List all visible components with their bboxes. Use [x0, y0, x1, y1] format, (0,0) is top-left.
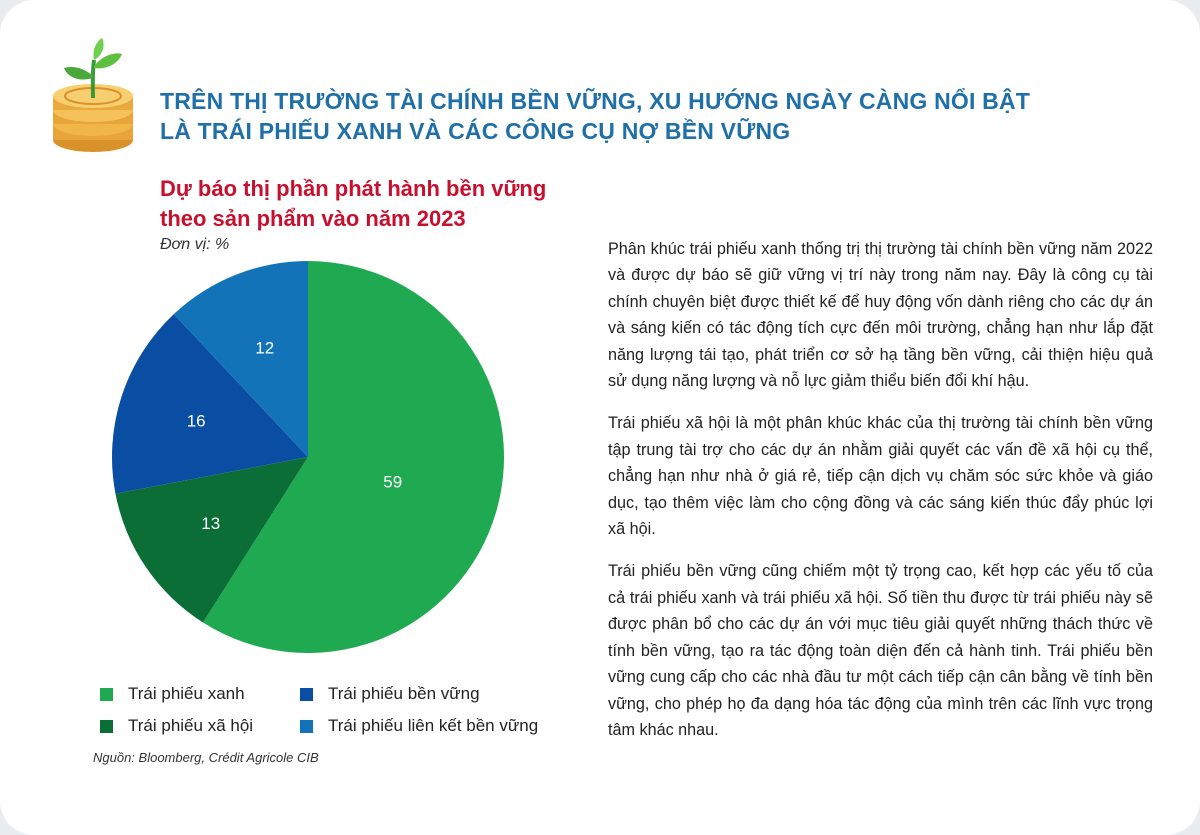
article-paragraph-3: Trái phiếu bền vững cũng chiếm một tỷ trọng cao, kết hợp các yếu tố của cả trái phiếu xanh và trái phiếu xã hội. Số tiền thu được từ trái phiếu này sẽ được phân bổ cho các dự án với mục tiêu giải quyết những thách thức về tính bền vững, tạo ra tác động toàn diện đến cả hành tinh. Trái phiếu bền vững cung cấp cho các nhà đầu tư một cách tiếp cận cân bằng về tính bền vững, cho phép họ đa dạng hóa tác động của mình trên các lĩnh vực trọng tâm khác nhau. [608, 562, 1153, 739]
pie-chart [80, 250, 540, 670]
legend-label: Trái phiếu xã hội [128, 716, 254, 735]
headline [160, 86, 1160, 146]
legend-label: Trái phiếu xanh [128, 684, 245, 703]
headline-line-1: TRÊN THỊ TRƯỜNG TÀI CHÍNH BỀN VỮNG, XU HƯỚNG NGÀY CÀNG NỔI BẬT [160, 88, 1031, 114]
legend-item-3 [300, 682, 580, 706]
chart-legend [100, 682, 580, 738]
article-body [608, 236, 1153, 759]
legend-label: Trái phiếu liên kết bền vững [328, 716, 539, 735]
coins-sprout-icon [48, 36, 138, 156]
legend-item-4 [300, 714, 580, 738]
chart-source: Nguồn: Bloomberg, Crédit Agricole CIB [93, 750, 319, 765]
chart-unit: Đơn vị: % [160, 236, 230, 253]
chart-title-line-1: Dự báo thị phần phát hành bền vững [160, 176, 547, 201]
legend-swatch [300, 688, 313, 701]
chart-title-line-2: theo sản phẩm vào năm 2023 [160, 206, 466, 231]
article-paragraph-1: Phân khúc trái phiếu xanh thống trị thị trường tài chính bền vững năm 2022 và được dự báo sẽ giữ vững vị trí này trong năm nay. Đây là công cụ tài chính chuyên biệt được thiết kế để huy động vốn dành riêng cho các dự án và sáng kiến có tác động tích cực đến môi trường, chẳng hạn như lắp đặt năng lượng tái tạo, phát triển cơ sở hạ tầng bền vững, cải thiện hiệu quả sử dụng năng lượng và nỗ lực giảm thiểu biến đổi khí hậu. [608, 240, 1153, 391]
article-paragraph-2: Trái phiếu xã hội là một phân khúc khác của thị trường tài chính bền vững tập trung tài trợ cho các dự án nhằm giải quyết các vấn đề xã hội cụ thể, chẳng hạn như nhà ở giá rẻ, tiếp cận dịch vụ chăm sóc sức khỏe và giáo dục, tạo thêm việc làm cho cộng đồng và các sáng kiến thúc đẩy phúc lợi xã hội. [608, 414, 1153, 539]
pie-slice-value-2: 13 [201, 514, 221, 534]
legend-item-1 [100, 682, 300, 706]
pie-slice-value-1: 59 [383, 472, 403, 492]
pie-slice-value-4: 12 [255, 338, 275, 358]
chart-title [160, 174, 580, 234]
legend-swatch [100, 720, 113, 733]
legend-swatch [300, 720, 313, 733]
legend-item-2 [100, 714, 300, 738]
headline-line-2: LÀ TRÁI PHIẾU XANH VÀ CÁC CÔNG CỤ NỢ BỀN VỮNG [160, 118, 791, 144]
legend-label: Trái phiếu bền vững [328, 684, 480, 703]
pie-slice-value-3: 16 [186, 411, 206, 431]
legend-swatch [100, 688, 113, 701]
